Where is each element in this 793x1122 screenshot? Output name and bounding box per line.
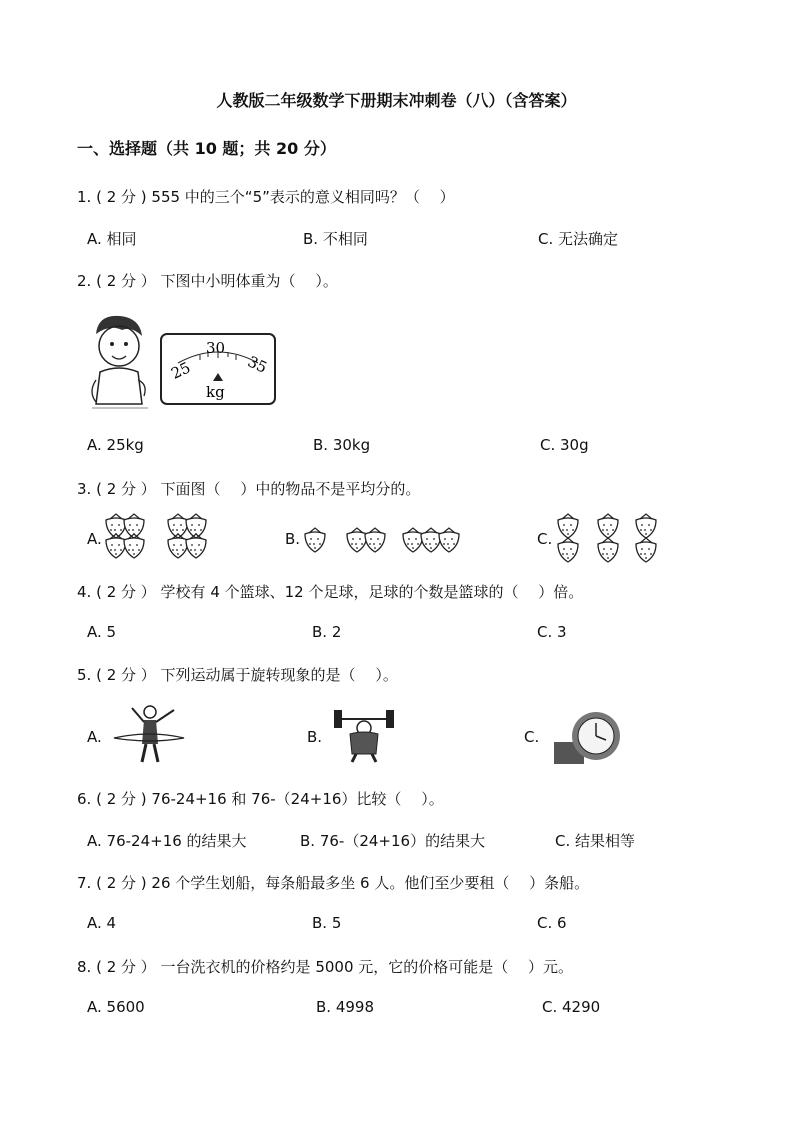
question-3: 3. ( 2 分 ） 下面图（ ）中的物品不是平均分的。 [77,480,421,498]
strawberry-icon [636,538,656,562]
boy-illustration [82,312,154,412]
q6-option-b[interactable]: B. 76-（24+16）的结果大 [300,832,486,850]
strawberry-icon [598,514,618,538]
scale-label-right: 35 [244,352,270,377]
q5-option-c[interactable]: C. [524,728,540,746]
q6-option-a[interactable]: A. 76-24+16 的结果大 [87,832,247,850]
question-1: 1. ( 2 分 ) 555 中的三个“5”表示的意义相同吗？（ ） [77,188,455,206]
q2-option-a[interactable]: A. 25kg [87,436,144,454]
q7-option-a[interactable]: A. 4 [87,914,117,932]
question-7: 7. ( 2 分 ) 26 个学生划船，每条船最多坐 6 人。他们至少要租（ ）条船。 [77,874,590,892]
q1-option-b[interactable]: B. 不相同 [303,230,368,248]
weightlifter-icon [330,706,398,764]
q4-option-b[interactable]: B. 2 [312,623,342,641]
strawberry-icon [598,538,618,562]
q6-option-c[interactable]: C. 结果相等 [555,832,636,850]
strawberry-icon [439,528,459,552]
q3-option-b[interactable]: B. [285,530,301,548]
scale-unit: kg [206,383,225,401]
q5-option-a[interactable]: A. [87,728,102,746]
page-title: 人教版二年级数学下册期末冲刺卷（八）（含答案） [216,91,577,110]
q7-option-b[interactable]: B. 5 [312,914,342,932]
strawberry-group-b [305,526,465,556]
q1-option-c[interactable]: C. 无法确定 [538,230,619,248]
strawberry-icon [558,514,578,538]
strawberry-group-c [556,514,660,564]
strawberry-icon [347,528,367,552]
q5-option-b[interactable]: B. [307,728,323,746]
q8-option-a[interactable]: A. 5600 [87,998,145,1016]
q4-option-c[interactable]: C. 3 [537,623,567,641]
strawberry-icon [558,538,578,562]
question-4: 4. ( 2 分 ） 学校有 4 个篮球、12 个足球，足球的个数是篮球的（ ）倍。 [77,583,584,601]
strawberry-group-a [104,514,224,562]
q3-option-a[interactable]: A. [87,530,102,548]
strawberry-icon [106,534,126,558]
q7-option-c[interactable]: C. 6 [537,914,567,932]
strawberry-icon [305,528,325,552]
strawberry-icon [421,528,441,552]
scale-dial [160,333,278,407]
stopwatch-icon [552,710,624,768]
question-6: 6. ( 2 分 ) 76-24+16 和 76-（24+16）比较（ ）。 [77,790,444,808]
q4-option-a[interactable]: A. 5 [87,623,117,641]
question-8: 8. ( 2 分 ） 一台洗衣机的价格约是 5000 元，它的价格可能是（ ）元。 [77,958,574,976]
question-2: 2. ( 2 分 ） 下图中小明体重为（ ）。 [77,272,338,290]
q1-option-a[interactable]: A. 相同 [87,230,137,248]
strawberry-icon [403,528,423,552]
hula-hoop-girl-icon [110,704,186,766]
q2-option-c[interactable]: C. 30g [540,436,589,454]
strawberry-icon [124,534,144,558]
q8-option-b[interactable]: B. 4998 [316,998,375,1016]
q3-option-c[interactable]: C. [537,530,553,548]
question-5: 5. ( 2 分 ） 下列运动属于旋转现象的是（ ）。 [77,666,398,684]
strawberry-icon [168,534,188,558]
strawberry-icon [365,528,385,552]
strawberry-icon [636,514,656,538]
q2-option-b[interactable]: B. 30kg [313,436,371,454]
scale-label-mid: 30 [206,339,226,357]
strawberry-icon [186,534,206,558]
q8-option-c[interactable]: C. 4290 [542,998,601,1016]
scale-label-left: 25 [168,358,194,383]
section-heading: 一、选择题（共 10 题；共 20 分） [77,139,336,158]
